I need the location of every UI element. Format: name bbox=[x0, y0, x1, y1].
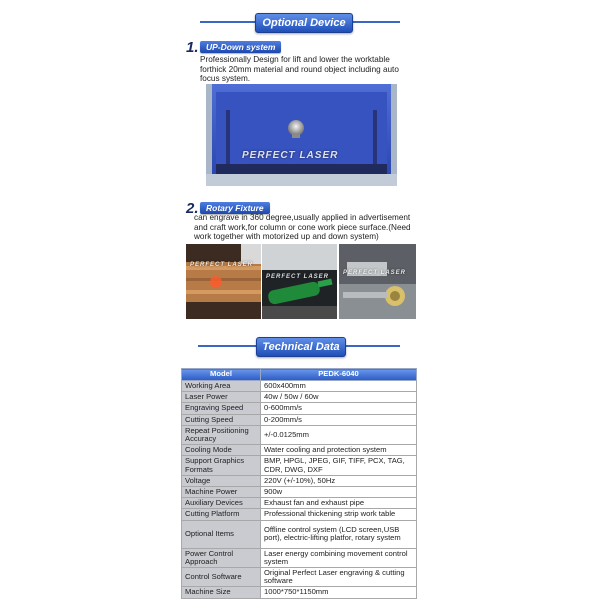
feature-rotary-description: can engrave in 360 degree,usually applied in advertisement and craft work,for column or cone work piece surface.(Need work together with motorized up and down system) bbox=[194, 213, 411, 242]
updown-machine-illustration bbox=[206, 84, 397, 186]
technical-data-title: Technical Data bbox=[256, 337, 346, 357]
spec-value: 0-200mm/s bbox=[261, 414, 417, 425]
table-row bbox=[182, 509, 417, 520]
rotary-engraving-wood-illustration bbox=[186, 244, 261, 319]
spec-table bbox=[181, 368, 417, 599]
spec-key: Cutting Platform bbox=[182, 509, 261, 520]
spec-key: Working Area bbox=[182, 381, 261, 392]
spec-value: Laser energy combining movement control system bbox=[261, 548, 417, 567]
spec-table-header bbox=[182, 369, 417, 381]
updown-system-photo bbox=[206, 84, 397, 186]
table-row bbox=[182, 487, 417, 498]
feature-label: Rotary Fixture bbox=[200, 202, 270, 214]
feature-label: UP-Down system bbox=[200, 41, 281, 53]
spec-value: 600x400mm bbox=[261, 381, 417, 392]
table-row bbox=[182, 381, 417, 392]
spec-value: 900w bbox=[261, 487, 417, 498]
spec-value: Professional thickening strip work table bbox=[261, 509, 417, 520]
rotary-photo-3 bbox=[339, 244, 416, 319]
spec-value: Offline control system (LCD screen,USB port), electric-lifting platfor, rotary system bbox=[261, 520, 417, 548]
spec-key: Support Graphics Formats bbox=[182, 456, 261, 475]
table-row bbox=[182, 414, 417, 425]
table-row bbox=[182, 475, 417, 486]
table-row bbox=[182, 445, 417, 456]
table-row bbox=[182, 425, 417, 444]
spec-key: Machine Power bbox=[182, 487, 261, 498]
spec-key: Laser Power bbox=[182, 392, 261, 403]
spec-value: 220V (+/-10%), 50Hz bbox=[261, 475, 417, 486]
table-row bbox=[182, 498, 417, 509]
rotary-photo-2 bbox=[262, 244, 337, 319]
table-row bbox=[182, 587, 417, 598]
spec-value: BMP, HPGL, JPEG, GIF, TIFF, PCX, TAG, CDR, DWG, DXF bbox=[261, 456, 417, 475]
spec-key: Optional Items bbox=[182, 520, 261, 548]
rotary-fixture-mechanism-illustration bbox=[339, 244, 416, 319]
spec-header-model-value: PEDK-6040 bbox=[261, 369, 417, 381]
optional-device-banner bbox=[200, 13, 400, 31]
spec-value: Original Perfect Laser engraving & cutting software bbox=[261, 568, 417, 587]
feature-number: 2. bbox=[186, 199, 199, 217]
spec-value: +/-0.0125mm bbox=[261, 425, 417, 444]
spec-value: Exhaust fan and exhaust pipe bbox=[261, 498, 417, 509]
spec-key: Cutting Speed bbox=[182, 414, 261, 425]
table-row bbox=[182, 392, 417, 403]
spec-key: Auxiliary Devices bbox=[182, 498, 261, 509]
feature-updown-description: Professionally Design for lift and lower the worktable forthick 20mm material and round object including auto focus system. bbox=[200, 55, 399, 84]
technical-data-banner bbox=[198, 337, 400, 355]
spec-header-model: Model bbox=[182, 369, 261, 381]
spec-value: Water cooling and protection system bbox=[261, 445, 417, 456]
optional-device-title: Optional Device bbox=[255, 13, 353, 33]
watermark: PERFECT LASER bbox=[242, 150, 339, 161]
spec-key: Machine Size bbox=[182, 587, 261, 598]
feature-number: 1. bbox=[186, 38, 199, 56]
spec-key: Cooling Mode bbox=[182, 445, 261, 456]
table-row bbox=[182, 456, 417, 475]
feature-updown-tag bbox=[186, 40, 281, 54]
spec-value: 1000*750*1150mm bbox=[261, 587, 417, 598]
table-row bbox=[182, 520, 417, 548]
rotary-engraving-bottle-illustration bbox=[262, 244, 337, 319]
spec-key: Power Control Approach bbox=[182, 548, 261, 567]
table-row bbox=[182, 403, 417, 414]
watermark: PERFECT LASER bbox=[266, 274, 330, 280]
spec-value: 0-600mm/s bbox=[261, 403, 417, 414]
spec-key: Engraving Speed bbox=[182, 403, 261, 414]
spec-key: Repeat Positioning Accuracy bbox=[182, 425, 261, 444]
spec-key: Control Software bbox=[182, 568, 261, 587]
table-row bbox=[182, 548, 417, 567]
rotary-photo-1 bbox=[186, 244, 261, 319]
watermark: PERFECT LASER bbox=[190, 262, 254, 268]
watermark: PERFECT LASER bbox=[343, 270, 407, 276]
table-row bbox=[182, 568, 417, 587]
spec-value: 40w / 50w / 60w bbox=[261, 392, 417, 403]
spec-key: Voltage bbox=[182, 475, 261, 486]
